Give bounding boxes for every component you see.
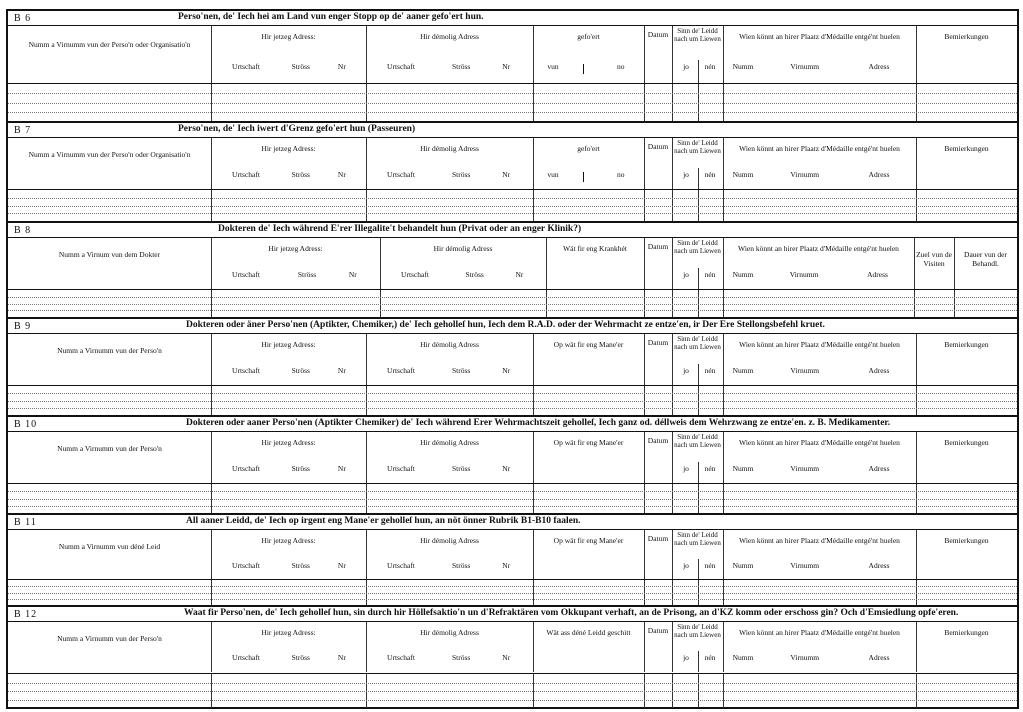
town-label: Urtschaft xyxy=(232,464,260,473)
section-title: Perso'nen, de' Iech iwert d'Grenz gefo'ert hun (Passeuren) xyxy=(178,124,416,134)
column-divider xyxy=(723,530,724,580)
from-label: vun xyxy=(547,170,559,179)
column-header xyxy=(8,237,1017,290)
form-section xyxy=(8,319,1017,417)
recipient-address-label: Adress xyxy=(867,270,888,279)
detail-label: Wät fir eng Krankhét xyxy=(563,244,627,253)
alive-label: Sinn de' Leidd nach um Liewen xyxy=(674,531,721,547)
yes-label: jo xyxy=(683,270,689,279)
column-divider xyxy=(672,334,673,386)
former-address-label: Hir démolig Adress xyxy=(420,628,479,637)
entry-rows xyxy=(8,189,1017,221)
column-divider xyxy=(533,622,534,672)
recipient-address-label: Adress xyxy=(868,366,890,375)
yes-label: jo xyxy=(683,366,689,375)
section-id: B 6 xyxy=(14,13,32,24)
number-label: Nr xyxy=(348,270,357,279)
date-label: Datum xyxy=(647,436,669,445)
former-address-label: Hir démolig Adress xyxy=(420,438,479,447)
alive-label: Sinn de' Leidd nach um Liewen xyxy=(674,335,721,351)
yes-label: jo xyxy=(683,464,689,473)
column-divider xyxy=(698,168,699,190)
form-section xyxy=(8,417,1017,515)
no-label: nén xyxy=(704,464,716,473)
street-label: Ströss xyxy=(297,270,317,279)
number-label: Nr xyxy=(502,366,511,375)
entry-rows xyxy=(8,483,1017,513)
date-label: Datum xyxy=(647,142,669,151)
former-address-label: Hir démolig Adress xyxy=(420,340,479,349)
recipient-address-label: Adress xyxy=(868,170,890,179)
medal-recipient-label: Wien könnt an hirer Plaatz d'Médaille entgé'nt huelen xyxy=(739,438,900,447)
town-label: Urtschaft xyxy=(232,366,260,375)
form-section xyxy=(8,515,1017,607)
detail-label: Op wät fir eng Mane'er xyxy=(553,536,624,545)
entry-row-line[interactable] xyxy=(8,700,1017,701)
remarks-label: Bemierkungen xyxy=(944,340,989,349)
number-label: Nr xyxy=(337,366,346,375)
recipient-firstname-label: Virnumm xyxy=(790,561,820,570)
alive-label: Sinn de' Leidd nach um Liewen xyxy=(674,27,721,43)
section-title: Perso'nen, de' Iech hei am Land vun enger Stopp op de' aaner gefo'ert hun. xyxy=(178,12,484,22)
entry-row-line[interactable] xyxy=(8,112,1017,113)
town-label: Urtschaft xyxy=(387,561,415,570)
column-divider xyxy=(698,559,699,580)
tick xyxy=(583,64,584,74)
no-label: nén xyxy=(704,653,716,662)
remarks-label: Bemierkungen xyxy=(944,628,989,637)
column-divider xyxy=(672,530,673,580)
name-column-label: Numm a Virnum vun dem Dokter xyxy=(58,250,161,259)
tick xyxy=(583,172,584,182)
entry-row-line[interactable] xyxy=(8,304,1017,305)
section-id: B 9 xyxy=(14,321,32,332)
number-label: Nr xyxy=(502,62,511,71)
column-divider xyxy=(672,238,673,290)
treatment-duration-label: Dauer vun der Behandl. xyxy=(964,250,1007,268)
street-label: Ströss xyxy=(291,366,310,375)
entry-row-line[interactable] xyxy=(8,213,1017,214)
recipient-firstname-label: Virnumm xyxy=(790,62,820,71)
town-label: Urtschaft xyxy=(387,366,415,375)
recipient-firstname-label: Virnumm xyxy=(790,464,820,473)
entry-row-line[interactable] xyxy=(8,599,1017,600)
former-address-label: Hir démolig Adress xyxy=(420,144,479,153)
recipient-firstname-label: Virnumm xyxy=(790,653,820,662)
column-divider xyxy=(672,138,673,190)
number-label: Nr xyxy=(502,170,511,179)
entry-rows xyxy=(8,289,1017,317)
date-label: Datum xyxy=(647,338,669,347)
column-divider xyxy=(698,651,699,672)
recipient-address-label: Adress xyxy=(868,561,890,570)
remarks-label: Bemierkungen xyxy=(944,536,989,545)
form-section xyxy=(8,223,1017,319)
name-column-label: Numm a Virnumm vun der Perso'n oder Organisatio'n xyxy=(28,150,191,159)
form-section xyxy=(8,11,1017,123)
town-label: Urtschaft xyxy=(232,561,260,570)
medal-recipient-label: Wien könnt an hirer Plaatz d'Médaille entgé'nt huelen xyxy=(739,628,900,637)
entry-row-line[interactable] xyxy=(8,198,1017,199)
column-divider xyxy=(698,364,699,386)
yes-label: jo xyxy=(683,170,689,179)
column-divider xyxy=(698,268,699,290)
registration-form xyxy=(6,9,1019,709)
entry-row-line[interactable] xyxy=(8,408,1017,409)
name-column-label: Numm a Virnumm vun déné Leid xyxy=(58,542,161,551)
number-label: Nr xyxy=(337,62,346,71)
remarks-label: Bemierkungen xyxy=(944,144,989,153)
from-label: vun xyxy=(547,62,559,71)
entry-row-line[interactable] xyxy=(8,683,1017,684)
column-header xyxy=(8,333,1017,386)
medal-recipient-label: Wien könnt an hirer Plaatz d'Médaille entgé'nt huelen xyxy=(739,144,900,153)
street-label: Ströss xyxy=(465,270,484,279)
column-divider xyxy=(533,432,534,484)
entry-row-line[interactable] xyxy=(8,206,1017,207)
column-divider xyxy=(723,238,724,290)
current-address-label: Hir jetzeg Adress: xyxy=(268,244,323,253)
no-label: nén xyxy=(704,170,716,179)
alive-label: Sinn de' Leidd nach um Liewen xyxy=(674,139,721,155)
entry-rows xyxy=(8,385,1017,415)
column-divider xyxy=(672,26,673,84)
column-divider xyxy=(723,334,724,386)
town-label: Urtschaft xyxy=(232,170,260,179)
street-label: Ströss xyxy=(291,62,310,71)
town-label: Urtschaft xyxy=(387,170,415,179)
column-header xyxy=(8,25,1017,84)
yes-label: jo xyxy=(683,561,689,570)
entry-row-line[interactable] xyxy=(8,103,1017,104)
recipient-address-label: Adress xyxy=(868,653,890,662)
no-label: nén xyxy=(704,270,716,279)
town-label: Urtschaft xyxy=(387,653,415,662)
yes-label: jo xyxy=(683,62,689,71)
column-divider xyxy=(723,622,724,672)
recipient-firstname-label: Virnumm xyxy=(790,170,820,179)
section-title: Waat fir Perso'nen, de' Iech geholleſ hun, sin durch hir Höllefsaktio'n un d'Refraktären vom Okkupant verhaft, an de Prisong, an d'KZ komm oder erschoss gin? Och d'Emsiedlung opfe'eren. xyxy=(184,608,959,618)
section-title: Dokteren de' Iech während E'rer Illegalite't behandelt hun (Privat oder an enger Klinik?) xyxy=(218,224,582,234)
recipient-name-label: Numm xyxy=(732,561,754,570)
street-label: Ströss xyxy=(451,561,471,570)
transport-label: gefo'ert xyxy=(577,144,600,153)
no-label: nén xyxy=(704,366,716,375)
column-divider xyxy=(723,138,724,190)
column-divider xyxy=(533,334,534,386)
detail-label: Op wät fir eng Mane'er xyxy=(553,438,624,447)
town-label: Urtschaft xyxy=(232,270,260,279)
column-header xyxy=(8,621,1017,672)
section-id: B 12 xyxy=(14,609,38,620)
street-label: Ströss xyxy=(451,62,471,71)
current-address-label: Hir jetzeg Adress: xyxy=(261,32,316,41)
medal-recipient-label: Wien könnt an hirer Plaatz d'Médaille entgé'nt huelen xyxy=(739,536,900,545)
street-label: Ströss xyxy=(291,561,310,570)
recipient-name-label: Numm xyxy=(732,366,754,375)
current-address-label: Hir jetzeg Adress: xyxy=(261,536,316,545)
town-label: Urtschaft xyxy=(232,62,260,71)
recipient-name-label: Numm xyxy=(732,62,754,71)
visits-label: Zuel vun de Visiten xyxy=(916,250,952,268)
current-address-label: Hir jetzeg Adress: xyxy=(261,340,316,349)
section-title: Dokteren oder aaner Perso'nen (Aptikter Chemiker) de' Iech während Erer Wehrmachtszeit geholleſ, Iech ganz od. déllweis dem Wehrzwang ze entze'en. z. B. Medikamenter. xyxy=(186,418,891,428)
entry-row-line[interactable] xyxy=(8,691,1017,692)
column-divider xyxy=(723,432,724,484)
recipient-name-label: Numm xyxy=(732,170,754,179)
street-label: Ströss xyxy=(451,170,471,179)
recipient-address-label: Adress xyxy=(868,464,890,473)
medal-recipient-label: Wien könnt an hirer Plaatz d'Médaille entgé'nt huelen xyxy=(738,244,899,253)
section-id: B 8 xyxy=(14,225,32,236)
date-label: Datum xyxy=(647,30,669,39)
town-label: Urtschaft xyxy=(387,464,415,473)
column-header xyxy=(8,137,1017,190)
section-title: Dokteren oder äner Perso'nen (Aptikter, Chemiker,) de' Iech geholleſ hun, Iech dem R.A.D. oder der Wehrmacht ze entze'en, ir Der Ere Stellongsbefehl kruet. xyxy=(186,320,825,330)
number-label: Nr xyxy=(337,464,346,473)
column-divider xyxy=(546,238,547,290)
recipient-name-label: Numm xyxy=(732,464,754,473)
remarks-label: Bemierkungen xyxy=(944,438,989,447)
name-column-label: Numm a Virnumm vun der Perso'n xyxy=(57,346,162,355)
former-address-label: Hir démolig Adress xyxy=(420,536,479,545)
town-label: Urtschaft xyxy=(232,653,260,662)
column-divider xyxy=(672,622,673,672)
date-label: Datum xyxy=(647,626,669,635)
recipient-address-label: Adress xyxy=(868,62,890,71)
entry-row-line[interactable] xyxy=(8,401,1017,402)
column-divider xyxy=(533,530,534,580)
to-label: no xyxy=(616,170,625,179)
column-header xyxy=(8,529,1017,580)
entry-row-line[interactable] xyxy=(8,593,1017,594)
street-label: Ströss xyxy=(291,653,310,662)
entry-row-line[interactable] xyxy=(8,310,1017,311)
section-id: B 11 xyxy=(14,517,37,528)
number-label: Nr xyxy=(502,464,511,473)
column-divider xyxy=(698,60,699,84)
number-label: Nr xyxy=(337,653,346,662)
entry-row-line[interactable] xyxy=(8,491,1017,492)
entry-rows xyxy=(8,673,1017,708)
street-label: Ströss xyxy=(451,464,471,473)
entry-row-line[interactable] xyxy=(8,506,1017,507)
detail-label: Op wät fir eng Mane'er xyxy=(553,340,624,349)
column-divider xyxy=(723,26,724,84)
column-header xyxy=(8,431,1017,484)
name-column-label: Numm a Virnumm vun der Perso'n xyxy=(57,634,162,643)
entry-row-line[interactable] xyxy=(8,393,1017,394)
current-address-label: Hir jetzeg Adress: xyxy=(261,438,316,447)
entry-row-line[interactable] xyxy=(8,93,1017,94)
medal-recipient-label: Wien könnt an hirer Plaatz d'Médaille entgé'nt huelen xyxy=(739,340,900,349)
transport-label: gefo'ert xyxy=(577,32,600,41)
form-section xyxy=(8,123,1017,223)
no-label: nén xyxy=(704,561,716,570)
town-label: Urtschaft xyxy=(387,62,415,71)
name-column-label: Numm a Virnumm vun der Perso'n oder Organisatio'n xyxy=(28,40,191,49)
section-id: B 7 xyxy=(14,125,32,136)
number-label: Nr xyxy=(337,170,346,179)
town-label: Urtschaft xyxy=(401,270,429,279)
entry-row-line[interactable] xyxy=(8,499,1017,500)
number-label: Nr xyxy=(502,561,511,570)
street-label: Ströss xyxy=(291,170,310,179)
entry-row-line[interactable] xyxy=(8,586,1017,587)
form-section xyxy=(8,607,1017,708)
recipient-name-label: Numm xyxy=(732,653,754,662)
street-label: Ströss xyxy=(451,366,471,375)
street-label: Ströss xyxy=(451,653,471,662)
yes-label: jo xyxy=(683,653,689,662)
recipient-firstname-label: Virnumm xyxy=(790,366,820,375)
recipient-name-label: Numm xyxy=(732,270,754,279)
alive-label: Sinn de' Leidd nach um Liewen xyxy=(674,623,721,639)
medal-recipient-label: Wien könnt an hirer Plaatz d'Médaille entgé'nt huelen xyxy=(739,32,900,41)
to-label: no xyxy=(616,62,625,71)
former-address-label: Hir démolig Adress xyxy=(433,244,493,253)
section-title: All aaner Leidd, de' Iech op irgent eng Mane'er geholleſ hun, an nöt önner Rubrik B1-B10 faalen. xyxy=(186,516,581,526)
detail-label: Wät ass déné Leidd geschitt xyxy=(546,628,631,637)
current-address-label: Hir jetzeg Adress: xyxy=(261,144,316,153)
number-label: Nr xyxy=(515,270,524,279)
alive-label: Sinn de' Leidd nach um Liewen xyxy=(674,433,721,449)
entry-row-line[interactable] xyxy=(8,297,1017,298)
number-label: Nr xyxy=(337,561,346,570)
remarks-label: Bemierkungen xyxy=(944,32,989,41)
entry-rows xyxy=(8,83,1017,121)
entry-rows xyxy=(8,579,1017,605)
column-divider xyxy=(672,432,673,484)
recipient-firstname-label: Virnumm xyxy=(789,270,819,279)
alive-label: Sinn de' Leidd nach um Liewen xyxy=(674,239,721,255)
name-column-label: Numm a Virnumm vun der Perso'n xyxy=(57,444,162,453)
date-label: Datum xyxy=(647,242,669,251)
section-id: B 10 xyxy=(14,419,38,430)
number-label: Nr xyxy=(502,653,511,662)
no-label: nén xyxy=(704,62,716,71)
former-address-label: Hir démolig Adress xyxy=(420,32,479,41)
street-label: Ströss xyxy=(291,464,310,473)
column-divider xyxy=(698,462,699,484)
date-label: Datum xyxy=(647,534,669,543)
current-address-label: Hir jetzeg Adress: xyxy=(261,628,316,637)
